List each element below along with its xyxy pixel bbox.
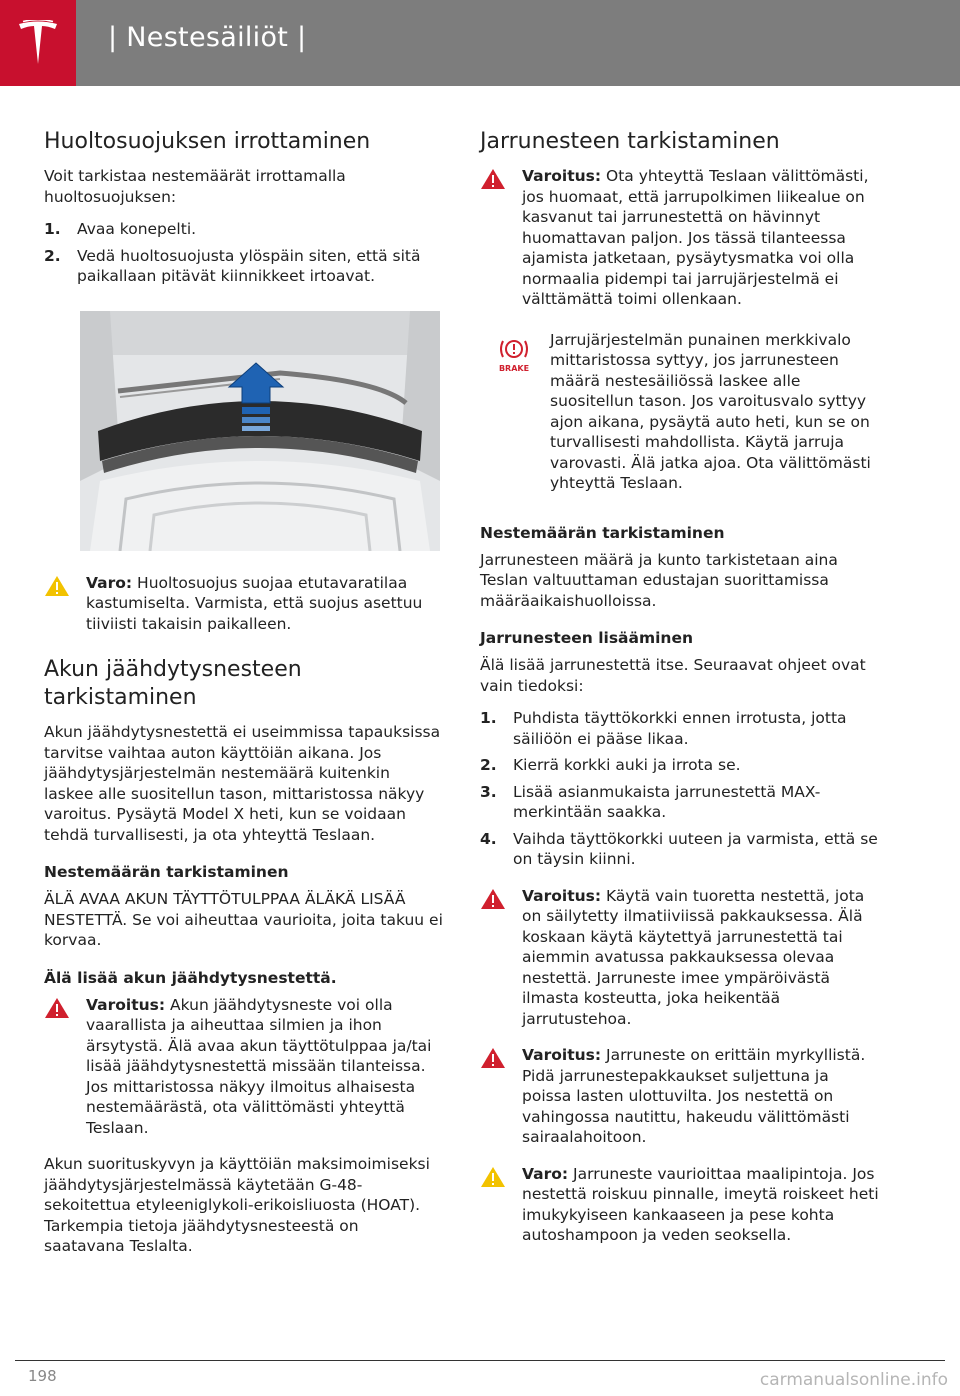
step-text: Avaa konepelti. xyxy=(77,220,197,238)
watermark: carmanualsonline.info xyxy=(759,1370,948,1390)
page-number: 198 xyxy=(28,1367,57,1385)
step-text: Kierrä korkki auki ja irrota se. xyxy=(513,756,741,774)
warning-icon xyxy=(480,888,506,910)
brake-fluid-level-para: Jarrunesteen määrä ja kunto tarkistetaan aina Teslan valtuuttaman edustajan suorittamissa määräaikaishuolloissa. xyxy=(480,550,838,610)
warning-note xyxy=(480,166,880,310)
warning-text: Jarruneste on erittäin myrkyllistä. Pidä jarrunestepakkaukset suljettuna ja poissa lasten ulottuvilta. Jos nestettä on vahingossa nautittu, hakeudu välittömästi sairaalahoitoon. xyxy=(522,1046,866,1146)
warning-icon xyxy=(44,997,70,1019)
caution-text: Jarruneste vaurioittaa maalipintoja. Jos nestettä roiskuu pinnalle, imeytä roiskeet heti imukykyiseen kankaaseen ja pese kohta autoshampoon ja veden seoksella. xyxy=(522,1164,879,1244)
page-header xyxy=(0,0,960,86)
brake-fluid-steps xyxy=(480,708,880,870)
fluid-level-para: ÄLÄ AVAA AKUN TÄYTTÖTULPPAA ÄLÄKÄ LISÄÄ NESTETTÄ. Se voi aiheuttaa vaurioita, joita takuu ei korvaa. xyxy=(44,890,443,949)
caution-icon xyxy=(44,575,70,597)
brake-light-note xyxy=(480,330,880,494)
warning-label: Varoitus: xyxy=(522,886,602,905)
right-column xyxy=(480,128,880,1262)
brake-warning-light-icon xyxy=(494,336,534,374)
chapter-title: | Nestesäiliöt | xyxy=(108,22,307,53)
step-number: 2. xyxy=(44,246,61,265)
step-text: Vedä huoltosuojusta ylöspäin siten, että sitä paikallaan pitävät kiinnikkeet irtoavat. xyxy=(77,246,421,285)
list-item xyxy=(44,219,444,240)
step-number: 1. xyxy=(480,709,497,727)
warning-label: Varoitus: xyxy=(86,995,166,1014)
list-item xyxy=(480,829,880,870)
left-column xyxy=(44,128,444,1269)
list-item xyxy=(480,755,880,776)
subheading-do-not-add: Älä lisää akun jäähdytysnestettä. xyxy=(44,968,337,987)
section-heading-battery-coolant: Akun jäähdytysnesteen tarkistaminen xyxy=(44,657,302,710)
subheading-fluid-level: Nestemäärän tarkistaminen xyxy=(44,863,289,881)
step-number: 3. xyxy=(480,782,497,801)
add-brake-fluid-para: Älä lisää jarrunestettä itse. Seuraavat ohjeet ovat vain tiedoksi: xyxy=(480,656,866,695)
step-number: 2. xyxy=(480,756,497,774)
warning-note xyxy=(44,995,444,1139)
caution-label: Varo: xyxy=(86,573,133,592)
list-item xyxy=(480,782,880,823)
step-text: Lisää asianmukaista jarrunestettä MAX-merkintään saakka. xyxy=(513,782,821,821)
warning-note xyxy=(480,886,880,1030)
footer-divider xyxy=(15,1360,945,1361)
subheading-fluid-level: Nestemäärän tarkistaminen xyxy=(480,523,725,542)
warning-text: Ota yhteyttä Teslaan välittömästi, jos huomaat, että jarrupolkimen liikealue on kasvanut tai jarrunestettä on hävinnyt huomattavan paljon. Jos tässä tilanteessa ajamista jatketaan, pysäytysmatka voi olla normaalia pidempi tai jarrujärjestelmä ei välttämättä toimi ollenkaan. xyxy=(522,167,869,308)
caution-label: Varo: xyxy=(522,1164,569,1183)
service-panel-intro: Voit tarkistaa nestemäärät irrottamalla huoltosuojuksen: xyxy=(44,167,346,206)
service-panel-steps xyxy=(44,219,444,287)
step-number: 1. xyxy=(44,220,61,238)
warning-label: Varoitus: xyxy=(522,167,602,185)
caution-text: Huoltosuojus suojaa etutavaratilaa kastumiselta. Varmista, että suojus asettuu tiiviisti takaisin paikalleen. xyxy=(86,573,423,633)
list-item xyxy=(480,708,880,749)
step-text: Puhdista täyttökorkki ennen irrotusta, jotta säiliöön ei pääse likaa. xyxy=(513,709,847,748)
step-text: Vaihda täyttökorkki uuteen ja varmista, että se on täysin kiinni. xyxy=(513,829,878,868)
section-heading-brake-fluid: Jarrunesteen tarkistaminen xyxy=(480,129,780,154)
service-panel-illustration xyxy=(80,311,440,551)
warning-text: Käytä vain tuoretta nestettä, jota on säilytetty ilmatiiviissä pakkauksessa. Älä koskaan käytä käytettyä jarrunestettä tai aiemmin avatussa pakkauksessa olevaa nestettä. Jarruneste imee ympäröivästä ilmasta kosteutta, joka heikentää jarrutustehoa. xyxy=(522,886,865,1028)
tesla-logo-icon xyxy=(17,20,59,66)
caution-icon xyxy=(480,1166,506,1188)
list-item xyxy=(44,246,444,287)
warning-label: Varoitus: xyxy=(522,1046,602,1064)
battery-coolant-para: Akun jäähdytysnestettä ei useimmissa tapauksissa tarvitse vaihtaa auton käyttöiän aikana. Jos jäähdytysjärjestelmän nestemäärä kuitenkin laskee alle suositellun tason, mittaristossa näkyy varoitus. Pysäytä Model X heti, kun se voidaan tehdä turvallisesti, ja ota yhteyttä Teslaan. xyxy=(44,723,441,844)
step-number: 4. xyxy=(480,829,497,848)
subheading-add-brake-fluid: Jarrunesteen lisääminen xyxy=(480,629,694,647)
brake-light-text: Jarrujärjestelmän punainen merkkivalo mittaristossa syttyy, jos jarrunesteen määrä nestesäiliössä laskee alle suositellun tason. Jos varoitusvalo syttyy ajon aikana, pysäytä auto heti, kun se on turvallisesti mahdollista. Käytä jarruja varovasti. Älä jatka ajoa. Ota välittömästi yhteyttä Teslaan. xyxy=(550,330,871,492)
section-heading-service-panel: Huoltosuojuksen irrottaminen xyxy=(44,129,371,154)
warning-icon xyxy=(480,168,506,190)
caution-note xyxy=(44,573,444,635)
coolant-info-para: Akun suorituskyvyn ja käyttöiän maksimoimiseksi jäähdytysjärjestelmässä käytetään G-48-sekoitettua etyleeniglykoli-erikoisliuosta (HOAT). Tarkempia tietoja jäähdytysnesteestä on saatavana Teslalta. xyxy=(44,1155,430,1255)
warning-icon xyxy=(480,1047,506,1069)
warning-text: Akun jäähdytysneste voi olla vaarallista ja aiheuttaa silmien ja ihon ärsytystä. Älä avaa akun täyttötulppaa ja/tai lisää jäähdytysnestettä missään tilanteissa. Jos mittaristossa näkyy ilmoitus alhaisesta nestemäärästä, ota välittömästi yhteyttä Teslaan. xyxy=(86,995,432,1137)
warning-note xyxy=(480,1045,880,1148)
logo-box xyxy=(0,0,76,86)
caution-note xyxy=(480,1164,880,1246)
brake-icon-label: BRAKE xyxy=(498,363,530,373)
